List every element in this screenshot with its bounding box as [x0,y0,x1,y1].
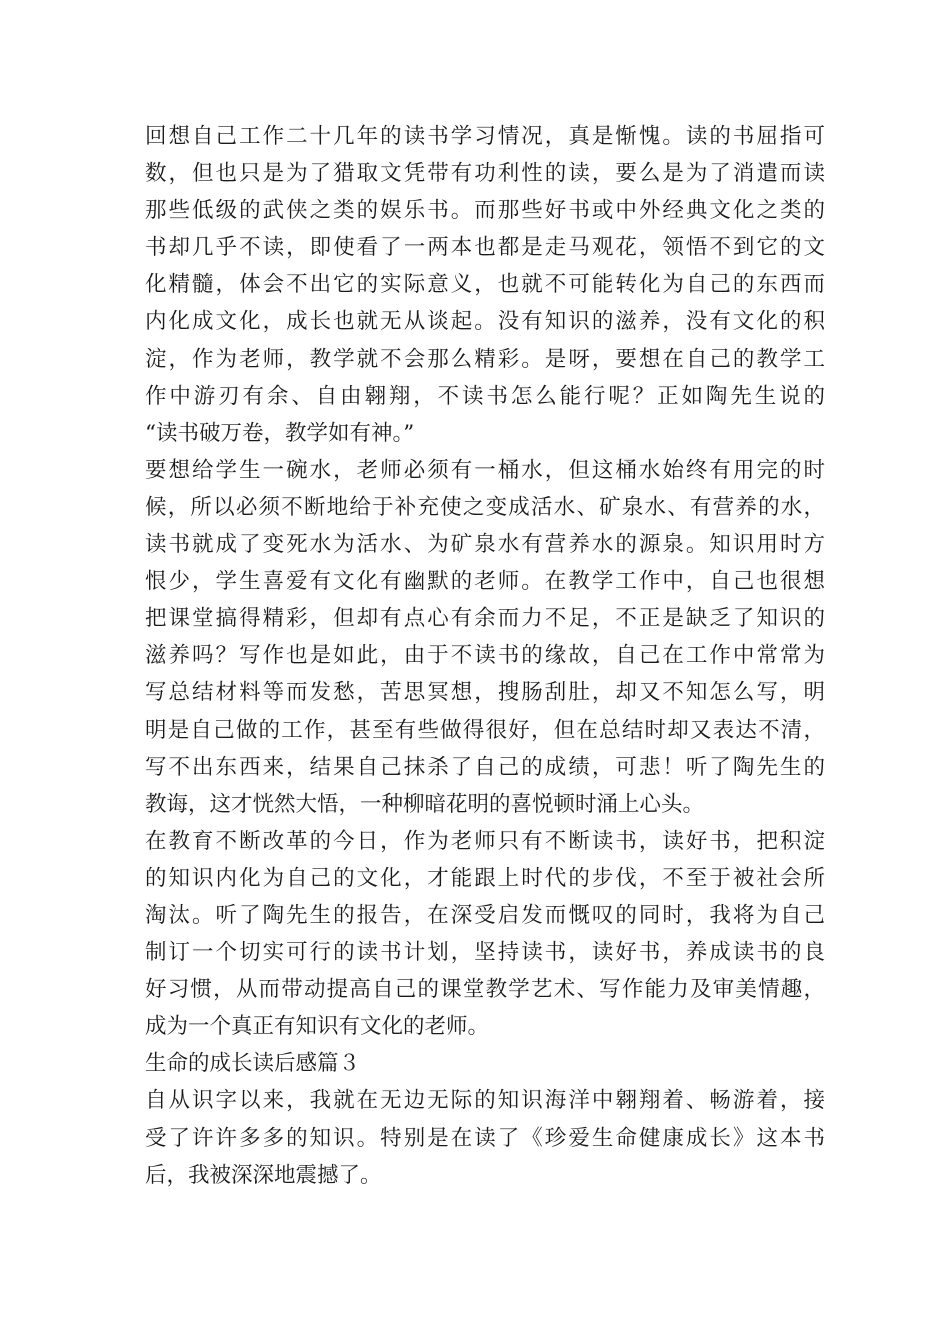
text-line: 写总结材料等而发愁，苦思冥想，搜肠刮肚，却又不知怎么写，明 [145,680,825,706]
section-heading: 生命的成长读后感篇３ [145,1051,361,1077]
text-line: 书却几乎不读，即使看了一两本也都是走马观花，领悟不到它的文 [145,235,825,261]
text-line: 自从识字以来，我就在无边无际的知识海洋中翱翔着、畅游着，接 [145,1088,825,1114]
text-line: 好习惯，从而带动提高自己的课堂教学艺术、写作能力及审美情趣， [145,977,825,1003]
text-line: 成为一个真正有知识有文化的老师。 [145,1014,490,1040]
text-line: 恨少，学生喜爱有文化有幽默的老师。在教学工作中，自己也很想 [145,569,825,595]
text-line: 制订一个切实可行的读书计划，坚持读书，读好书，养成读书的良 [145,940,825,966]
text-line: 滋养吗？写作也是如此，由于不读书的缘故，自己在工作中常常为 [145,643,825,669]
text-line: 化精髓，体会不出它的实际意义，也就不可能转化为自己的东西而 [145,272,825,298]
text-line: 内化成文化，成长也就无从谈起。没有知识的滋养，没有文化的积 [145,309,825,335]
text-line: 淀，作为老师，教学就不会那么精彩。是呀，要想在自己的教学工 [145,346,825,372]
text-line: 在教育不断改革的今日，作为老师只有不断读书，读好书，把积淀 [145,828,825,854]
text-line: 候，所以必须不断地给于补充使之变成活水、矿泉水、有营养的水， [145,494,825,520]
text-line: 淘汰。听了陶先生的报告，在深受启发而慨叹的同时，我将为自己 [145,902,825,928]
text-line: 把课堂搞得精彩，但却有点心有余而力不足，不正是缺乏了知识的 [145,606,825,632]
text-line: 受了许许多多的知识。特别是在读了《珍爱生命健康成长》这本书 [145,1125,825,1151]
text-line: 要想给学生一碗水，老师必须有一桶水，但这桶水始终有用完的时 [145,457,825,483]
text-line: 回想自己工作二十几年的读书学习情况，真是惭愧。读的书屈指可 [145,124,825,149]
document-body [145,118,825,1194]
text-line: 写不出东西来，结果自己抹杀了自己的成绩，可悲！听了陶先生的 [145,754,825,780]
text-line: “读书破万卷，教学如有神。” [145,420,415,446]
text-line: 那些低级的武侠之类的娱乐书。而那些好书或中外经典文化之类的 [145,198,825,224]
text-line: 教诲，这才恍然大悟，一种柳暗花明的喜悦顿时涌上心头。 [145,791,705,817]
text-line: 数，但也只是为了猎取文凭带有功利性的读，要么是为了消遣而读 [145,161,825,187]
text-line: 后，我被深深地震撼了。 [145,1162,382,1188]
text-line: 作中游刃有余、自由翱翔，不读书怎么能行呢？正如陶先生说的 [145,383,825,409]
text-line: 的知识内化为自己的文化，才能跟上时代的步伐，不至于被社会所 [145,865,825,891]
text-line: 读书就成了变死水为活水、为矿泉水有营养水的源泉。知识用时方 [145,532,825,558]
text-line: 明是自己做的工作，甚至有些做得很好，但在总结时却又表达不清， [145,717,825,743]
